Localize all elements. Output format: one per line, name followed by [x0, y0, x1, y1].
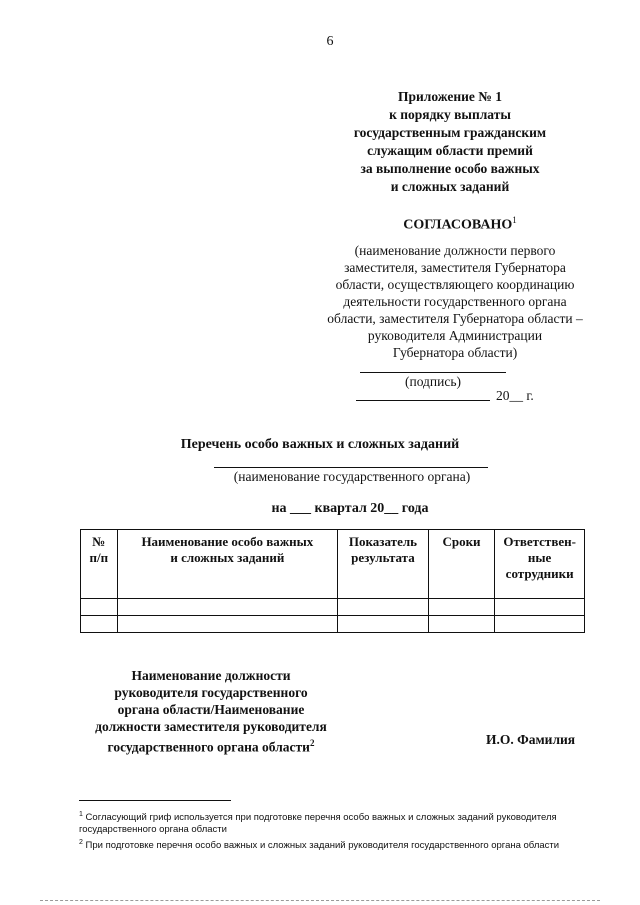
footnote-mark: 1 — [512, 215, 517, 225]
agreed-description-line: области, заместителя Губернатора области – — [327, 311, 583, 326]
signatory-title-line: руководителя государственного — [114, 685, 308, 700]
table-row — [81, 616, 585, 633]
appendix-line: за выполнение особо важных — [360, 161, 540, 176]
agreed-title: СОГЛАСОВАНО — [403, 217, 513, 233]
column-header-number: № п/п — [81, 530, 118, 599]
signature-label: (подпись) — [404, 374, 462, 389]
table-cell — [81, 599, 118, 616]
column-header-task-name: Наименование особо важных и сложных заданий — [117, 530, 338, 599]
footnote-separator — [79, 800, 231, 801]
signatory-name: И.О. Фамилия — [486, 732, 576, 747]
appendix-line: государственным гражданским — [353, 125, 547, 140]
scan-edge-marks — [40, 900, 600, 901]
agreed-heading — [330, 215, 590, 234]
quarter-line: на ___ квартал 20__ года — [271, 501, 429, 516]
appendix-line: и сложных заданий — [390, 179, 510, 194]
agreed-description-line: руководителя Администрации — [367, 328, 543, 343]
agreed-description — [298, 242, 612, 361]
appendix-line: к порядку выплаты — [389, 107, 511, 122]
agreed-description-line: заместителя, заместителя Губернатора — [344, 260, 566, 275]
table-header-row — [81, 530, 585, 599]
footnote-1 — [79, 809, 579, 836]
table-cell — [338, 599, 429, 616]
table-cell — [428, 599, 495, 616]
table-cell — [117, 616, 338, 633]
footnote-2 — [79, 837, 579, 852]
page-number: 6 — [326, 34, 334, 49]
footnote-mark: 2 — [309, 738, 315, 748]
signatory-title-line: Наименование должности — [131, 668, 291, 683]
tasks-table — [80, 529, 585, 633]
date-line — [356, 400, 490, 401]
footnote-mark: 2 — [79, 839, 83, 846]
signatory-title-line: органа области/Наименование — [117, 702, 305, 717]
footnote-text: При подготовке перечня особо важных и сложных заданий руководителя государственного органа области — [85, 840, 560, 852]
column-header-responsible: Ответствен- ные сотрудники — [495, 530, 585, 599]
signature-line — [360, 372, 506, 373]
table-cell — [338, 616, 429, 633]
table-row — [81, 599, 585, 616]
agreed-description-line: деятельности государственного органа — [343, 294, 567, 309]
table-cell — [495, 616, 585, 633]
org-name-line — [214, 467, 488, 468]
table-cell — [495, 599, 585, 616]
org-name-label: (наименование государственного органа) — [233, 469, 471, 484]
table-cell — [81, 616, 118, 633]
column-header-result: Показатель результата — [338, 530, 429, 599]
appendix-line: Приложение № 1 — [398, 89, 502, 104]
list-title: Перечень особо важных и сложных заданий — [180, 437, 460, 452]
footnote-mark: 1 — [79, 811, 83, 818]
agreed-description-line: области, осуществляющего координацию — [335, 277, 575, 292]
appendix-header — [300, 88, 600, 196]
signatory-title — [78, 667, 344, 756]
date-text: 20__ г. — [496, 388, 534, 403]
signatory-title-line: должности заместителя руководителя — [95, 719, 327, 734]
table-cell — [117, 599, 338, 616]
table-cell — [428, 616, 495, 633]
signatory-title-line: государственного органа области$^2$ — [107, 738, 315, 755]
column-header-deadline: Сроки — [428, 530, 495, 599]
appendix-line: служащим области премий — [367, 143, 533, 158]
footnote-text: Согласующий гриф используется при подготовке перечня особо важных и сложных заданий руководителя государственного органа области — [79, 812, 557, 836]
agreed-description-line: Губернатора области) — [392, 345, 518, 360]
agreed-description-line: (наименование должности первого — [354, 243, 556, 258]
